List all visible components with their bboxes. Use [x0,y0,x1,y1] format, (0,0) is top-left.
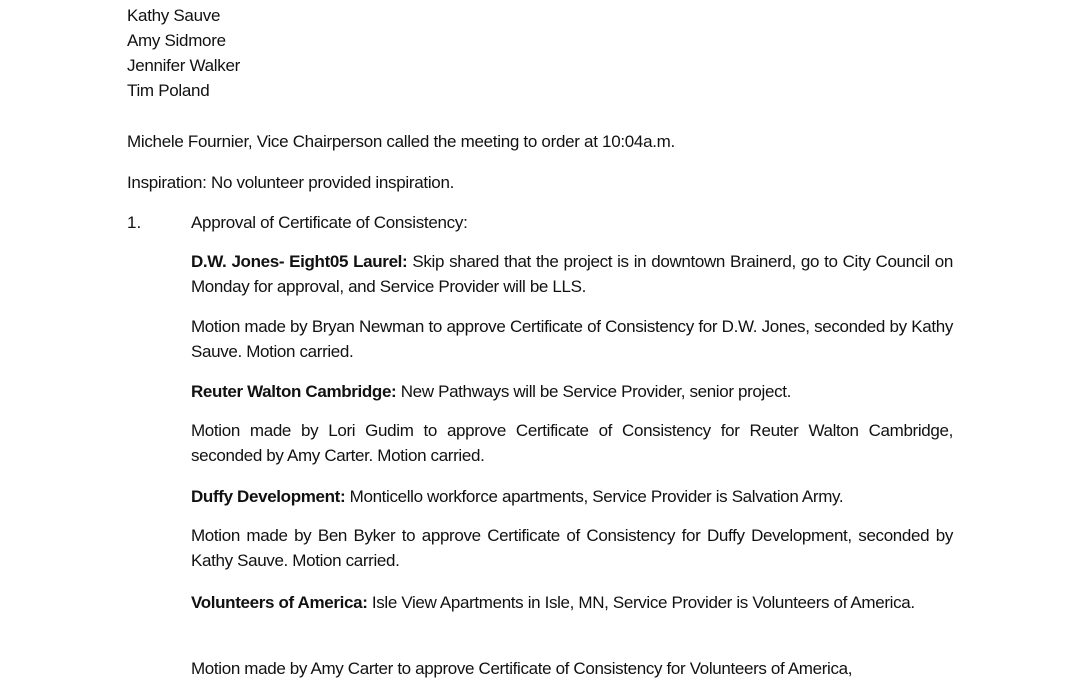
attendee-name: Jennifer Walker [127,56,240,75]
entry-text: Isle View Apartments in Isle, MN, Service Provider is Volunteers of America. [367,593,915,612]
entry-paragraph [191,249,953,299]
entry-text: Skip shared that the project is in downtown Brainerd, go to City Council on Monday for approval, and Service Provider will be LLS. [191,252,953,296]
entry-paragraph [191,590,953,615]
entry-paragraph [191,484,953,509]
entry-heading: Volunteers of America: [191,593,368,612]
entry-paragraph [191,379,953,404]
call-to-order-text: Michele Fournier, Vice Chairperson called the meeting to order at 10:04a.m. [127,132,675,151]
item-title: Approval of Certificate of Consistency: [191,213,468,232]
inspiration-text: Inspiration: No volunteer provided inspiration. [127,173,455,192]
entry-heading: Duffy Development: [191,487,346,506]
entry-heading: D.W. Jones- Eight05 Laurel: [191,252,408,271]
entry-text: Monticello workforce apartments, Service Provider is Salvation Army. [345,487,844,506]
attendee-name: Kathy Sauve [127,6,221,25]
entry-text: New Pathways will be Service Provider, senior project. [396,382,791,401]
entry-heading: Reuter Walton Cambridge: [191,382,397,401]
attendee-name: Tim Poland [127,81,210,100]
motion-paragraph: Motion made by Ben Byker to approve Certificate of Consistency for Duffy Development, seconded by Kathy Sauve. Motion carried. [191,526,953,570]
attendee-name: Amy Sidmore [127,31,226,50]
motion-paragraph: Motion made by Lori Gudim to approve Certificate of Consistency for Reuter Walton Cambridge, seconded by Amy Carter. Motion carried. [191,421,953,465]
motion-paragraph: Motion made by Amy Carter to approve Certificate of Consistency for Volunteers of America, [191,659,853,678]
item-number: 1. [127,213,142,232]
motion-paragraph: Motion made by Bryan Newman to approve Certificate of Consistency for D.W. Jones, seconded by Kathy Sauve. Motion carried. [191,317,953,361]
